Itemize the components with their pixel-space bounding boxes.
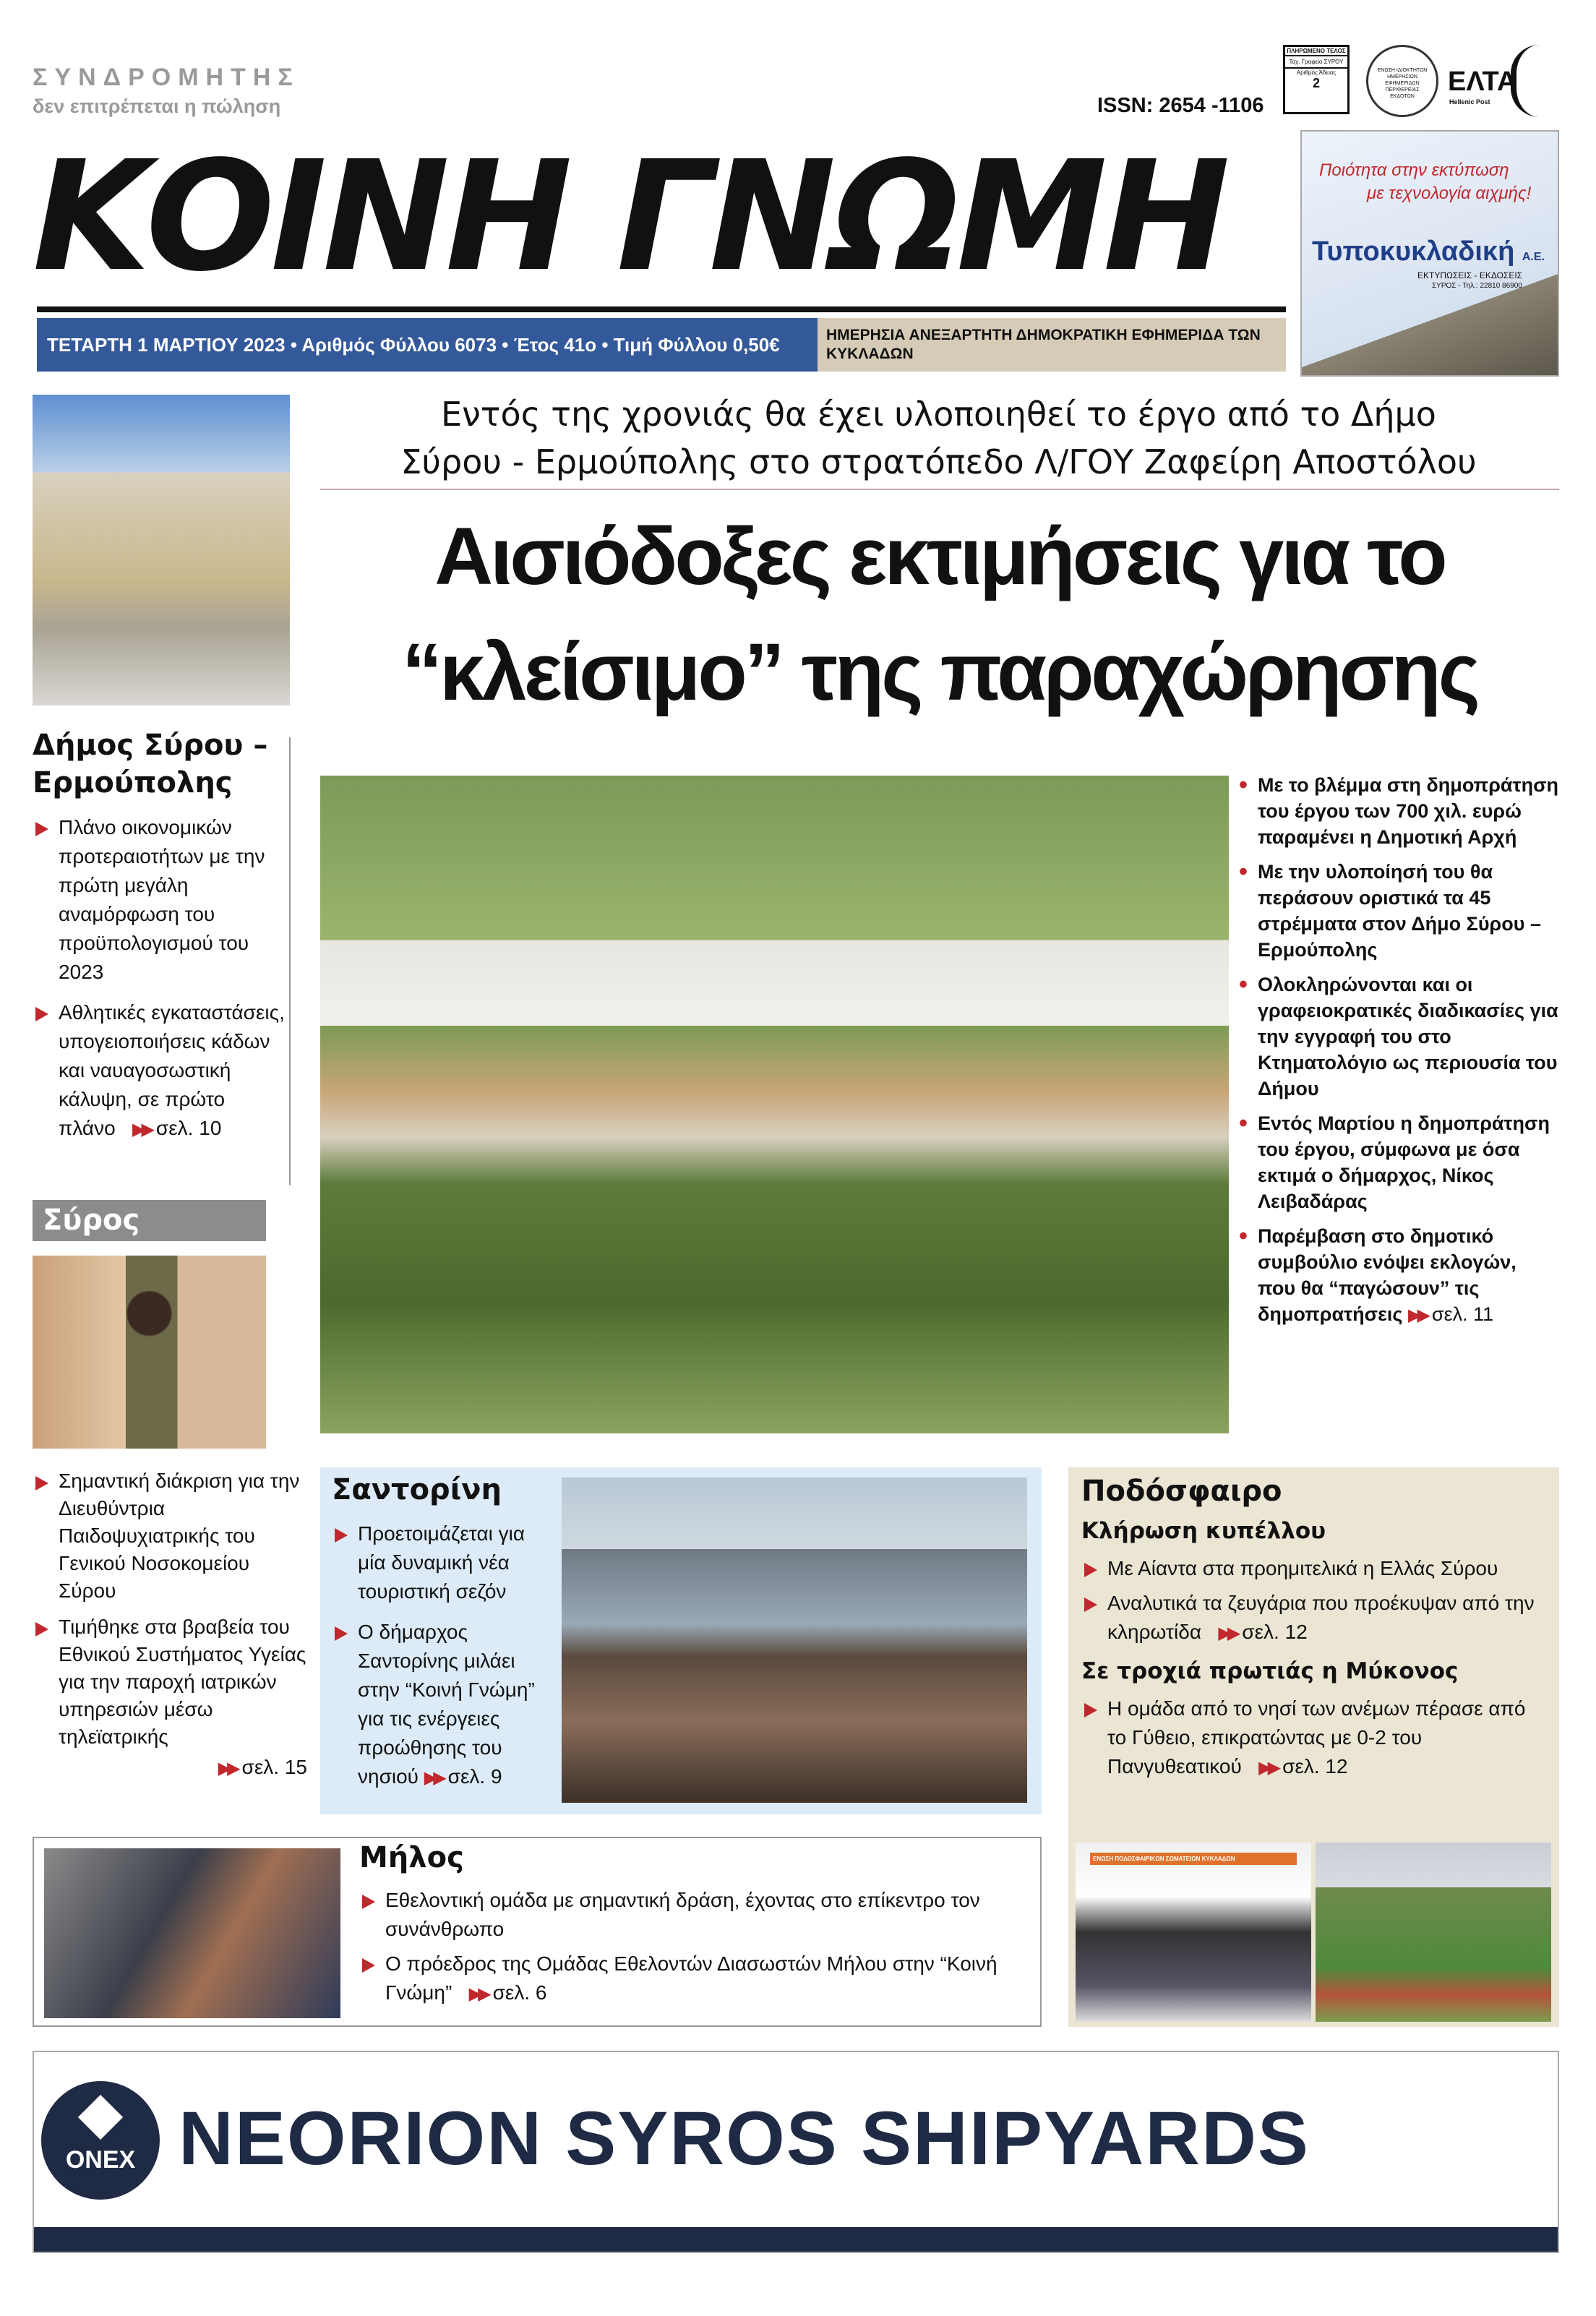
divider (289, 737, 291, 1185)
bullet: • Με την υλοποίησή του θα περάσουν οριστικά τα 45 στρέμματα στον Δήμο Σύρου – Ερμούπολης (1237, 859, 1559, 963)
bullet: Με Αίαντα στα προημιτελικά η Ελλάς Σύρου (1081, 1554, 1548, 1583)
cup-draw-subtitle: Κλήρωση κυπέλλου (1081, 1518, 1326, 1544)
issue-info: ΤΕΤΑΡΤΗ 1 ΜΑΡΤΙΟΥ 2023 • Αριθμός Φύλλου 6073 • Έτος 41ο • Τιμή Φύλλου 0,50€ (37, 318, 818, 372)
football-box (1068, 1467, 1559, 2027)
double-arrow-icon: ▶▶ (132, 1120, 150, 1139)
bullet: Η ομάδα από το νησί των ανέμων πέρασε από το Γύθειο, επικρατώντας με 0-2 του Πανγυθεατικού ▶▶ σελ. 12 (1081, 1694, 1548, 1783)
issn: ISSN: 2654 -1106 (1097, 94, 1264, 117)
dimos-title: Δήμος Σύρου – Ερμούπολης (33, 729, 268, 799)
bullet: • Εντός Μαρτίου η δημοπράτηση του έργου, σύμφωνα με όσα εκτιμά ο δήμαρχος, Νίκος Λειβαδάρας (1237, 1110, 1559, 1214)
elta-bird-icon (1511, 45, 1556, 117)
ad-phone: ΣΥΡΟΣ - Τηλ.: 22810 86900 (1432, 282, 1522, 290)
lead-bullets (1237, 772, 1559, 1337)
bullet: Προετοιμάζεται για μία δυναμική νέα τουριστική σεζόν (332, 1519, 553, 1606)
no-sale-label: δεν επιτρέπεται η πώληση (33, 95, 281, 117)
syros-photo (33, 1256, 266, 1449)
double-arrow-icon: ▶▶ (468, 1984, 487, 2004)
cup-draw-photo (1076, 1843, 1311, 2022)
double-arrow-icon: ▶▶ (1408, 1305, 1426, 1325)
bullet: Ο πρόεδρος της Ομάδας Εθελοντών Διασωστών Μήλου στην “Κοινή Γνώμη” ▶▶ σελ. 6 (359, 1950, 1031, 2009)
bullet: Αθλητικές εγκαταστάσεις, υπογειοποιήσεις κάδων και ναυαγοσωστική κάλυψη, σε πρώτο πλάνο ▶▶ σελ. 10 (33, 998, 286, 1144)
federation-banner: ΕΝΩΣΗ ΠΟΔΟΣΦΑΙΡΙΚΩΝ ΣΩΜΑΤΕΙΩΝ ΚΥΚΛΑΔΩΝ (1090, 1853, 1297, 1865)
bullet: Εθελοντική ομάδα με σημαντική δράση, έχοντας στο επίκεντρο τον συνάνθρωπο (359, 1886, 1031, 1944)
double-arrow-icon: ▶▶ (1258, 1758, 1277, 1777)
printing-ad[interactable] (1300, 130, 1559, 377)
double-arrow-icon: ▶▶ (424, 1768, 442, 1788)
bullet: Σημαντική διάκριση για την Διευθύντρια Παιδοψυχιατρικής του Γενικού Νοσοκομείου Σύρου (33, 1467, 307, 1605)
milos-title: Μήλος (359, 1841, 464, 1874)
paid-stamp: ΠΛΗΡΩΜΕΝΟ ΤΕΛΟΣ Ταχ. Γραφείο ΣΥΡΟΥ Αριθμός Άδειας 2 (1283, 45, 1350, 114)
tagline: ΗΜΕΡΗΣΙΑ ΑΝΕΞΑΡΤΗΤΗ ΔΗΜΟΚΡΑΤΙΚΗ ΕΦΗΜΕΡΙΔΑ ΤΩΝ ΚΥΚΛΑΔΩΝ (818, 318, 1286, 372)
ad-services: ΕΚΤΥΠΩΣΕΙΣ - ΕΚΔΟΣΕΙΣ (1417, 270, 1523, 280)
masthead: ΚΟΙΝΗ ΓΝΩΜΗ (33, 128, 1226, 305)
page-ref[interactable]: ▶▶ σελ. 11 (1408, 1303, 1494, 1325)
diamond-icon (78, 2095, 123, 2140)
elta-subtitle: Hellenic Post (1449, 98, 1490, 106)
page-ref[interactable]: ▶▶ σελ. 12 (1258, 1755, 1348, 1777)
publishers-seal: ΕΝΩΣΗ ΙΔΙΟΚΤΗΤΩΝ ΗΜΕΡΗΣΙΩΝ ΕΦΗΜΕΡΙΔΩΝ ΠΕΡΙΦΕΡΕΙΑΣ ΕΚΔΟΤΩΝ (1366, 45, 1438, 117)
divider (37, 306, 1286, 312)
dimos-bullets (33, 813, 286, 1156)
double-arrow-icon: ▶▶ (218, 1759, 236, 1778)
milos-volunteers-photo (44, 1848, 340, 2018)
subscriber-label: ΣΥΝΔΡΟΜΗΤΗΣ (33, 64, 300, 91)
page-ref[interactable]: ▶▶ σελ. 12 (1218, 1621, 1308, 1643)
elta-logo: ΕΛΤΑ (1448, 67, 1517, 97)
syros-bullets (33, 1467, 307, 1783)
milos-box (33, 1837, 1042, 2027)
bullet: Αναλυτικά τα ζευγάρια που προέκυψαν από την κληρωτίδα ▶▶ σελ. 12 (1081, 1589, 1548, 1648)
page-ref[interactable]: ▶▶ σελ. 10 (132, 1117, 222, 1139)
town-hall-photo (33, 395, 290, 705)
bullet: • Με το βλέμμα στη δημοπράτηση του έργου των 700 χιλ. ευρώ παραμένει η Δημοτική Αρχή (1237, 772, 1559, 850)
page-ref[interactable]: ▶▶ σελ. 9 (424, 1765, 502, 1788)
santorini-box (320, 1467, 1042, 1814)
bullet: Ο δήμαρχος Σαντορίνης μιλάει στην “Κοινή Γνώμη” για τις ενέργειες προώθησης του νησιού ▶▶ σελ. 9 (332, 1618, 553, 1793)
ad-brand: Τυποκυκλαδική Α.Ε. (1312, 236, 1545, 267)
divider (320, 489, 1559, 490)
ad-footer-bar (34, 2227, 1558, 2252)
bullet: Πλάνο οικονομικών προτεραιοτήτων με την πρώτη μεγάλη αναμόρφωση του προϋπολογισμού του 2023 (33, 813, 286, 987)
mykonos-subtitle: Σε τροχιά πρωτιάς η Μύκονος (1081, 1658, 1459, 1684)
page-ref[interactable]: ▶▶ σελ. 15 (218, 1756, 307, 1778)
bullet: Τιμήθηκε στα βραβεία του Εθνικού Συστήματος Υγείας για την παροχή ιατρικών υπηρεσιών μέσω τηλεϊατρικής (33, 1613, 307, 1751)
santorini-title: Σαντορίνη (332, 1473, 502, 1506)
ad-slogan: με τεχνολογία αιχμής! (1367, 184, 1532, 203)
page-ref[interactable]: ▶▶ σελ. 6 (468, 1981, 547, 2004)
ad-slogan: Ποιότητα στην εκτύπωση (1319, 160, 1509, 180)
lead-headline: Αισιόδοξες εκτιμήσεις για το “κλείσιμο” της παραχώρησης (402, 511, 1477, 717)
bullet: • Ολοκληρώνονται και οι γραφειοκρατικές διαδικασίες για την εγγραφή του στο Κτηματολόγιο ως περιουσία του Δήμου (1237, 972, 1559, 1102)
onex-logo: ONEX (41, 2081, 160, 2200)
double-arrow-icon: ▶▶ (1218, 1624, 1237, 1643)
neorion-ad[interactable] (33, 2051, 1559, 2253)
santorini-photo (562, 1477, 1027, 1803)
football-match-photo (1316, 1843, 1551, 2022)
bullet: • Παρέμβαση στο δημοτικό συμβούλιο ενόψει εκλογών, που θα “παγώσουν” τις δημοπρατήσεις ▶▶ σελ. 11 (1237, 1223, 1559, 1329)
military-camp-photo (320, 776, 1229, 1433)
syros-section-title: Σύρος (33, 1200, 266, 1241)
ad-text: NEORION SYROS SHIPYARDS (179, 2096, 1310, 2181)
football-title: Ποδόσφαιρο (1081, 1475, 1282, 1508)
lead-subheadline: Εντός της χρονιάς θα έχει υλοποιηθεί το έργο από το Δήμο Σύρου - Ερμούπολης στο στρατόπεδο Λ/ΓΟΥ Ζαφείρη Αποστόλου (400, 395, 1477, 481)
